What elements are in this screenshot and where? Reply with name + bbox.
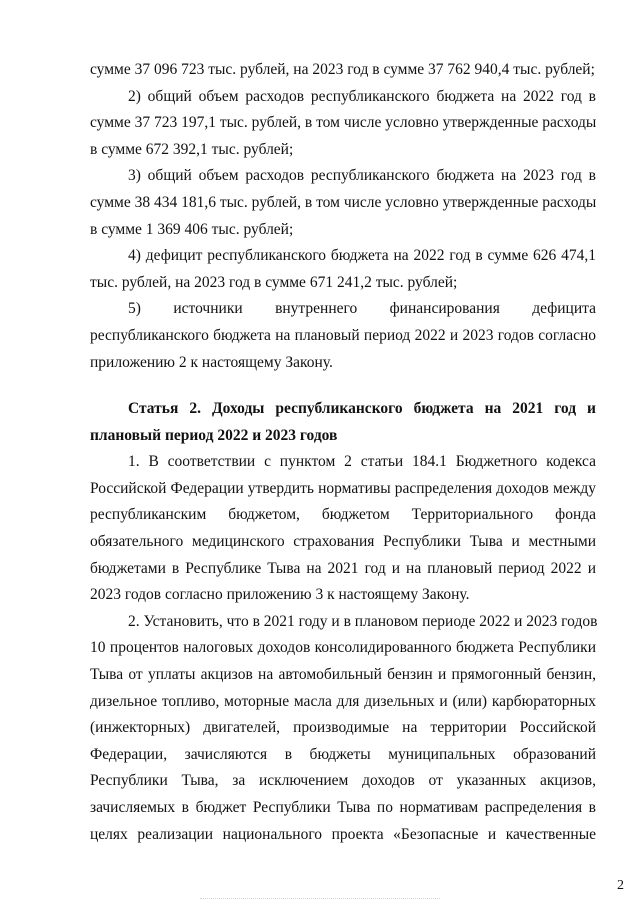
text-line: сумме 37 096 723 тыс. рублей, на 2023 год в сумме 37 762 940,4 тыс. рублей;	[90, 61, 595, 78]
text-line: сумме 37 723 197,1 тыс. рублей, в том числе условно утвержденные расходы	[90, 114, 597, 132]
paragraph-item-3	[90, 163, 596, 243]
page-number: 2	[617, 878, 624, 893]
text-line: 4) дефицит республиканского бюджета на 2022 год в сумме 626 474,1	[128, 247, 596, 265]
text-line: Федерации, зачисляются в бюджеты муниципальных образований	[90, 745, 596, 763]
heading-line: Статья 2. Доходы республиканского бюджета на 2021 год и	[128, 400, 596, 417]
text-line: Тыва от уплаты акцизов на автомобильный бензин и прямогонный бензин,	[90, 665, 596, 683]
text-line: 5) источники внутреннего финансирования дефицита	[128, 300, 596, 318]
text-line: 3) общий объем расходов республиканского бюджета на 2023 год в	[128, 167, 596, 185]
heading-line: плановый период 2022 и 2023 годов	[90, 426, 338, 444]
text-line: 10 процентов налоговых доходов консолидированного бюджета Республики	[90, 639, 596, 657]
text-line: в сумме 1 369 406 тыс. рублей;	[90, 220, 294, 238]
text-line: сумме 38 434 181,6 тыс. рублей, в том числе условно утвержденные расходы	[90, 193, 597, 211]
text-line: целях реализации национального проекта «Безопасные и качественные	[90, 825, 596, 843]
text-line: дизельное топливо, моторные масла для дизельных и (или) карбюраторных	[90, 692, 596, 710]
article-heading	[90, 396, 596, 449]
article-paragraph-2	[90, 609, 596, 848]
text-line: 2023 годов согласно приложению 3 к настоящему Закону.	[90, 586, 470, 604]
paragraph-continuation	[90, 57, 596, 84]
text-line: 1. В соответствии с пунктом 2 статьи 184.1 Бюджетного кодекса	[128, 453, 596, 471]
text-line: тыс. рублей, на 2023 год в сумме 671 241,2 тыс. рублей;	[90, 273, 458, 291]
text-line: зачисляемых в бюджет Республики Тыва по нормативам распределения в	[90, 798, 596, 816]
text-line: в сумме 672 392,1 тыс. рублей;	[90, 140, 294, 158]
article-paragraph-1	[90, 449, 596, 609]
text-line: Российской Федерации утвердить нормативы распределения доходов между	[90, 479, 596, 497]
text-line: республиканским бюджетом, бюджетом Территориального фонда	[90, 506, 596, 524]
paragraph-item-2	[90, 84, 596, 164]
text-line: Республики Тыва, за исключением доходов от указанных акцизов,	[90, 772, 596, 790]
text-line: 2) общий объем расходов республиканского бюджета на 2022 год в	[128, 87, 596, 105]
text-line: (инжекторных) двигателей, производимые на территории Российской	[90, 719, 596, 737]
text-line: приложению 2 к настоящему Закону.	[90, 353, 333, 371]
paragraph-item-5	[90, 296, 596, 376]
text-line: обязательного медицинского страхования Республики Тыва и местными	[90, 532, 596, 550]
paragraph-item-4	[90, 243, 596, 296]
text-line: республиканского бюджета на плановый период 2022 и 2023 годов согласно	[90, 326, 596, 344]
text-line: бюджетами в Республике Тыва на 2021 год и на плановый период 2022 и	[90, 559, 596, 577]
text-line: 2. Установить, что в 2021 году и в плановом периоде 2022 и 2023 годов	[128, 612, 598, 630]
scan-artifact	[200, 898, 440, 903]
